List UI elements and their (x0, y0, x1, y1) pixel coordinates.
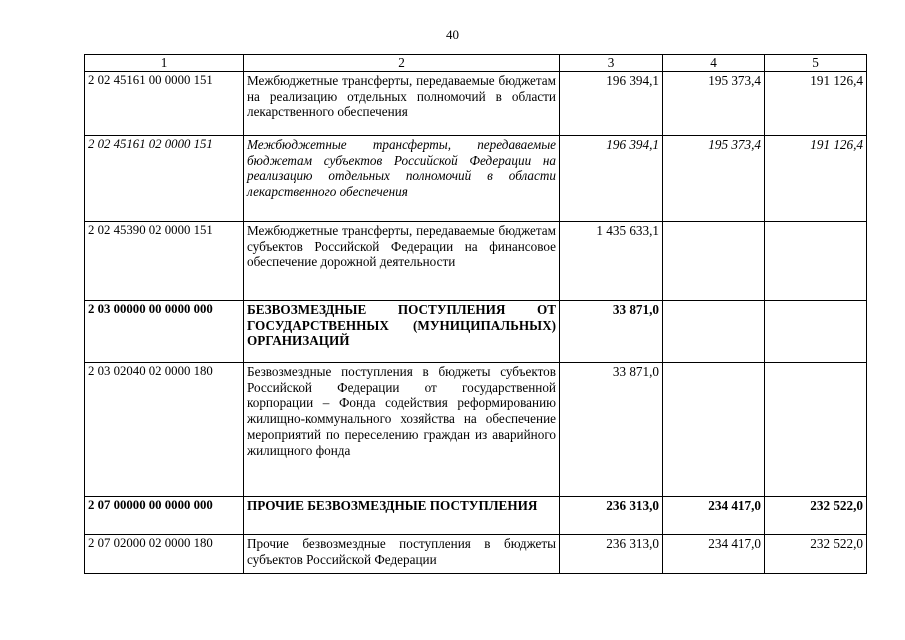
page-number: 40 (446, 27, 459, 42)
value-col5-cell: 191 126,4 (765, 71, 867, 135)
table-row (85, 300, 867, 362)
budget-code-cell: 2 02 45161 02 0000 151 (85, 135, 244, 221)
budget-table (84, 54, 867, 574)
budget-code-cell: 2 03 02040 02 0000 180 (85, 362, 244, 496)
table-row (85, 496, 867, 534)
description-cell: Прочие безвозмездные поступления в бюджеты субъектов Российской Федерации (244, 534, 560, 573)
table-row (85, 71, 867, 135)
value-col5-cell: 232 522,0 (765, 496, 867, 534)
column-header-4: 4 (663, 55, 765, 72)
description-cell: ПРОЧИЕ БЕЗВОЗМЕЗДНЫЕ ПОСТУПЛЕНИЯ (244, 496, 560, 534)
value-col4-cell: 234 417,0 (663, 496, 765, 534)
budget-code-cell: 2 02 45390 02 0000 151 (85, 221, 244, 300)
column-number-row (85, 55, 867, 72)
value-col5-cell (765, 362, 867, 496)
column-header-3: 3 (560, 55, 663, 72)
description-cell: Безвозмездные поступления в бюджеты субъектов Российской Федерации от государственной корпорации – Фонда содействия реформированию жилищно-коммунального хозяйства на обеспечение мероприятий по переселению граждан из аварийного жилищного фонда (244, 362, 560, 496)
column-header-5: 5 (765, 55, 867, 72)
budget-code-cell: 2 07 00000 00 0000 000 (85, 496, 244, 534)
value-col5-cell: 191 126,4 (765, 135, 867, 221)
value-col4-cell: 195 373,4 (663, 71, 765, 135)
budget-code-cell: 2 03 00000 00 0000 000 (85, 300, 244, 362)
description-cell: Межбюджетные трансферты, передаваемые бюджетам на реализацию отдельных полномочий в области лекарственного обеспечения (244, 71, 560, 135)
description-cell: БЕЗВОЗМЕЗДНЫЕ ПОСТУПЛЕНИЯ ОТ ГОСУДАРСТВЕННЫХ (МУНИЦИПАЛЬНЫХ) ОРГАНИЗАЦИЙ (244, 300, 560, 362)
value-col4-cell (663, 221, 765, 300)
value-col4-cell: 195 373,4 (663, 135, 765, 221)
table-row (85, 221, 867, 300)
value-col3-cell: 196 394,1 (560, 71, 663, 135)
table-row (85, 534, 867, 573)
table-row (85, 135, 867, 221)
value-col3-cell: 196 394,1 (560, 135, 663, 221)
value-col5-cell (765, 221, 867, 300)
value-col3-cell: 33 871,0 (560, 362, 663, 496)
value-col3-cell: 1 435 633,1 (560, 221, 663, 300)
value-col5-cell: 232 522,0 (765, 534, 867, 573)
value-col4-cell: 234 417,0 (663, 534, 765, 573)
value-col3-cell: 236 313,0 (560, 534, 663, 573)
column-header-1: 1 (85, 55, 244, 72)
description-cell: Межбюджетные трансферты, передаваемые бюджетам субъектов Российской Федерации на финансовое обеспечение дорожной деятельности (244, 221, 560, 300)
value-col5-cell (765, 300, 867, 362)
value-col4-cell (663, 300, 765, 362)
table-row (85, 362, 867, 496)
budget-code-cell: 2 07 02000 02 0000 180 (85, 534, 244, 573)
budget-code-cell: 2 02 45161 00 0000 151 (85, 71, 244, 135)
column-header-2: 2 (244, 55, 560, 72)
value-col3-cell: 33 871,0 (560, 300, 663, 362)
value-col4-cell (663, 362, 765, 496)
description-cell: Межбюджетные трансферты, передаваемые бюджетам субъектов Российской Федерации на реализацию отдельных полномочий в области лекарственного обеспечения (244, 135, 560, 221)
value-col3-cell: 236 313,0 (560, 496, 663, 534)
